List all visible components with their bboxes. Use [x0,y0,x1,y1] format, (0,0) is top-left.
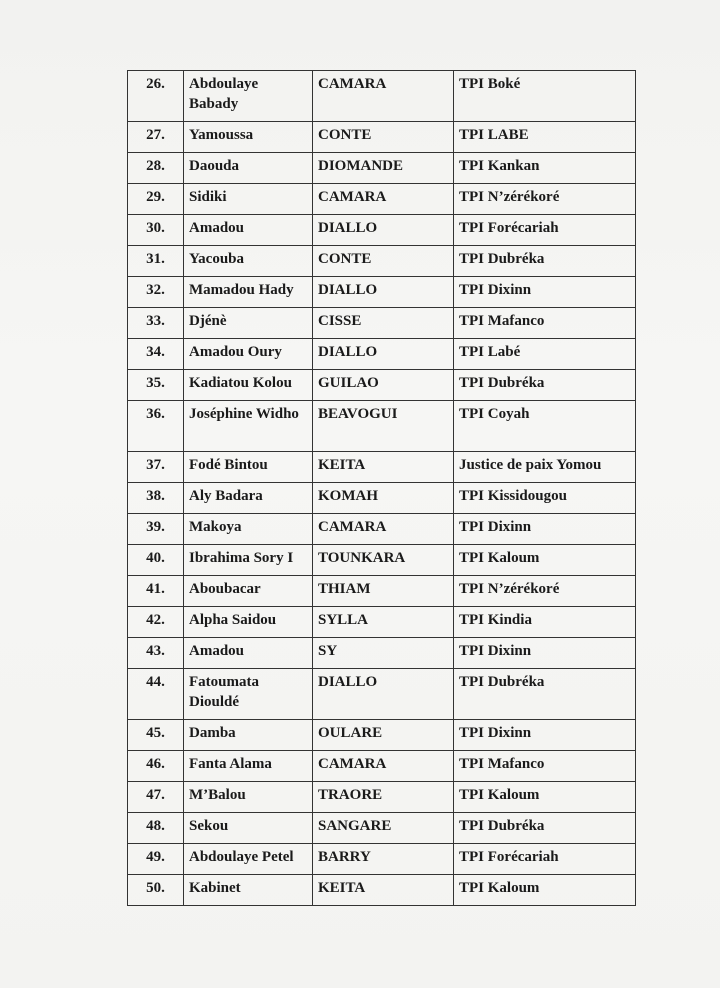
court-cell: TPI Coyah [454,401,636,452]
table-row [128,638,636,669]
last-name-cell: KEITA [313,875,454,906]
row-number-cell: 48. [128,813,184,844]
table-row [128,339,636,370]
last-name-cell: GUILAO [313,370,454,401]
row-number-cell: 44. [128,669,184,720]
court-cell: TPI Dixinn [454,514,636,545]
row-number-cell: 31. [128,246,184,277]
first-name-cell: Aboubacar [184,576,313,607]
court-cell: TPI Dubréka [454,370,636,401]
court-cell: TPI Boké [454,71,636,122]
court-cell: TPI Kaloum [454,875,636,906]
row-number-cell: 50. [128,875,184,906]
court-cell: TPI Kissidougou [454,483,636,514]
table-row [128,844,636,875]
court-cell: Justice de paix Yomou [454,452,636,483]
court-cell: TPI Kindia [454,607,636,638]
first-name-cell: Amadou [184,638,313,669]
court-cell: TPI LABE [454,122,636,153]
table-row [128,401,636,452]
last-name-cell: SANGARE [313,813,454,844]
last-name-cell: BEAVOGUI [313,401,454,452]
table-row [128,576,636,607]
row-number-cell: 29. [128,184,184,215]
table-row [128,452,636,483]
first-name-cell: Sidiki [184,184,313,215]
last-name-cell: KOMAH [313,483,454,514]
table-row [128,308,636,339]
first-name-cell: Kabinet [184,875,313,906]
table-row [128,720,636,751]
first-name-cell: Yamoussa [184,122,313,153]
row-number-cell: 38. [128,483,184,514]
first-name-cell: Fodé Bintou [184,452,313,483]
court-cell: TPI Dixinn [454,720,636,751]
table-row [128,545,636,576]
first-name-cell: Sekou [184,813,313,844]
court-cell: TPI N’zérékoré [454,576,636,607]
court-cell: TPI Mafanco [454,751,636,782]
table-row [128,215,636,246]
table-row [128,669,636,720]
first-name-cell: Abdoulaye Babady [184,71,313,122]
table-row [128,875,636,906]
last-name-cell: CAMARA [313,71,454,122]
first-name-cell: M’Balou [184,782,313,813]
table-row [128,514,636,545]
row-number-cell: 35. [128,370,184,401]
row-number-cell: 27. [128,122,184,153]
table-row [128,277,636,308]
row-number-cell: 30. [128,215,184,246]
court-cell: TPI Mafanco [454,308,636,339]
row-number-cell: 41. [128,576,184,607]
table-row [128,184,636,215]
first-name-cell: Mamadou Hady [184,277,313,308]
last-name-cell: DIALLO [313,669,454,720]
court-cell: TPI Kaloum [454,545,636,576]
court-cell: TPI Labé [454,339,636,370]
first-name-cell: Alpha Saidou [184,607,313,638]
row-number-cell: 32. [128,277,184,308]
first-name-cell: Abdoulaye Petel [184,844,313,875]
last-name-cell: TOUNKARA [313,545,454,576]
row-number-cell: 28. [128,153,184,184]
first-name-cell: Makoya [184,514,313,545]
court-cell: TPI Dubréka [454,246,636,277]
table-row [128,782,636,813]
row-number-cell: 26. [128,71,184,122]
last-name-cell: CAMARA [313,751,454,782]
table-row [128,483,636,514]
court-cell: TPI N’zérékoré [454,184,636,215]
table-row [128,813,636,844]
roster-table [127,70,636,906]
row-number-cell: 34. [128,339,184,370]
row-number-cell: 43. [128,638,184,669]
first-name-cell: Yacouba [184,246,313,277]
row-number-cell: 33. [128,308,184,339]
last-name-cell: CAMARA [313,514,454,545]
last-name-cell: CONTE [313,122,454,153]
first-name-cell: Amadou [184,215,313,246]
row-number-cell: 39. [128,514,184,545]
last-name-cell: THIAM [313,576,454,607]
row-number-cell: 45. [128,720,184,751]
last-name-cell: DIALLO [313,277,454,308]
table-row [128,153,636,184]
last-name-cell: SYLLA [313,607,454,638]
first-name-cell: Daouda [184,153,313,184]
first-name-cell: Kadiatou Kolou [184,370,313,401]
first-name-cell: Aly Badara [184,483,313,514]
last-name-cell: CISSE [313,308,454,339]
table-row [128,71,636,122]
row-number-cell: 37. [128,452,184,483]
first-name-cell: Djénè [184,308,313,339]
last-name-cell: OULARE [313,720,454,751]
row-number-cell: 36. [128,401,184,452]
last-name-cell: TRAORE [313,782,454,813]
table-row [128,246,636,277]
roster-body [128,71,636,906]
row-number-cell: 40. [128,545,184,576]
last-name-cell: DIOMANDE [313,153,454,184]
last-name-cell: BARRY [313,844,454,875]
last-name-cell: KEITA [313,452,454,483]
first-name-cell: Fatoumata Diouldé [184,669,313,720]
court-cell: TPI Kaloum [454,782,636,813]
table-row [128,370,636,401]
court-cell: TPI Kankan [454,153,636,184]
last-name-cell: SY [313,638,454,669]
court-cell: TPI Dixinn [454,277,636,308]
last-name-cell: CONTE [313,246,454,277]
court-cell: TPI Dubréka [454,813,636,844]
first-name-cell: Fanta Alama [184,751,313,782]
table-row [128,122,636,153]
last-name-cell: CAMARA [313,184,454,215]
row-number-cell: 46. [128,751,184,782]
court-cell: TPI Dubréka [454,669,636,720]
court-cell: TPI Forécariah [454,215,636,246]
first-name-cell: Damba [184,720,313,751]
row-number-cell: 42. [128,607,184,638]
row-number-cell: 47. [128,782,184,813]
row-number-cell: 49. [128,844,184,875]
last-name-cell: DIALLO [313,215,454,246]
first-name-cell: Ibrahima Sory I [184,545,313,576]
table-row [128,607,636,638]
last-name-cell: DIALLO [313,339,454,370]
first-name-cell: Joséphine Widho [184,401,313,452]
court-cell: TPI Dixinn [454,638,636,669]
first-name-cell: Amadou Oury [184,339,313,370]
table-row [128,751,636,782]
court-cell: TPI Forécariah [454,844,636,875]
